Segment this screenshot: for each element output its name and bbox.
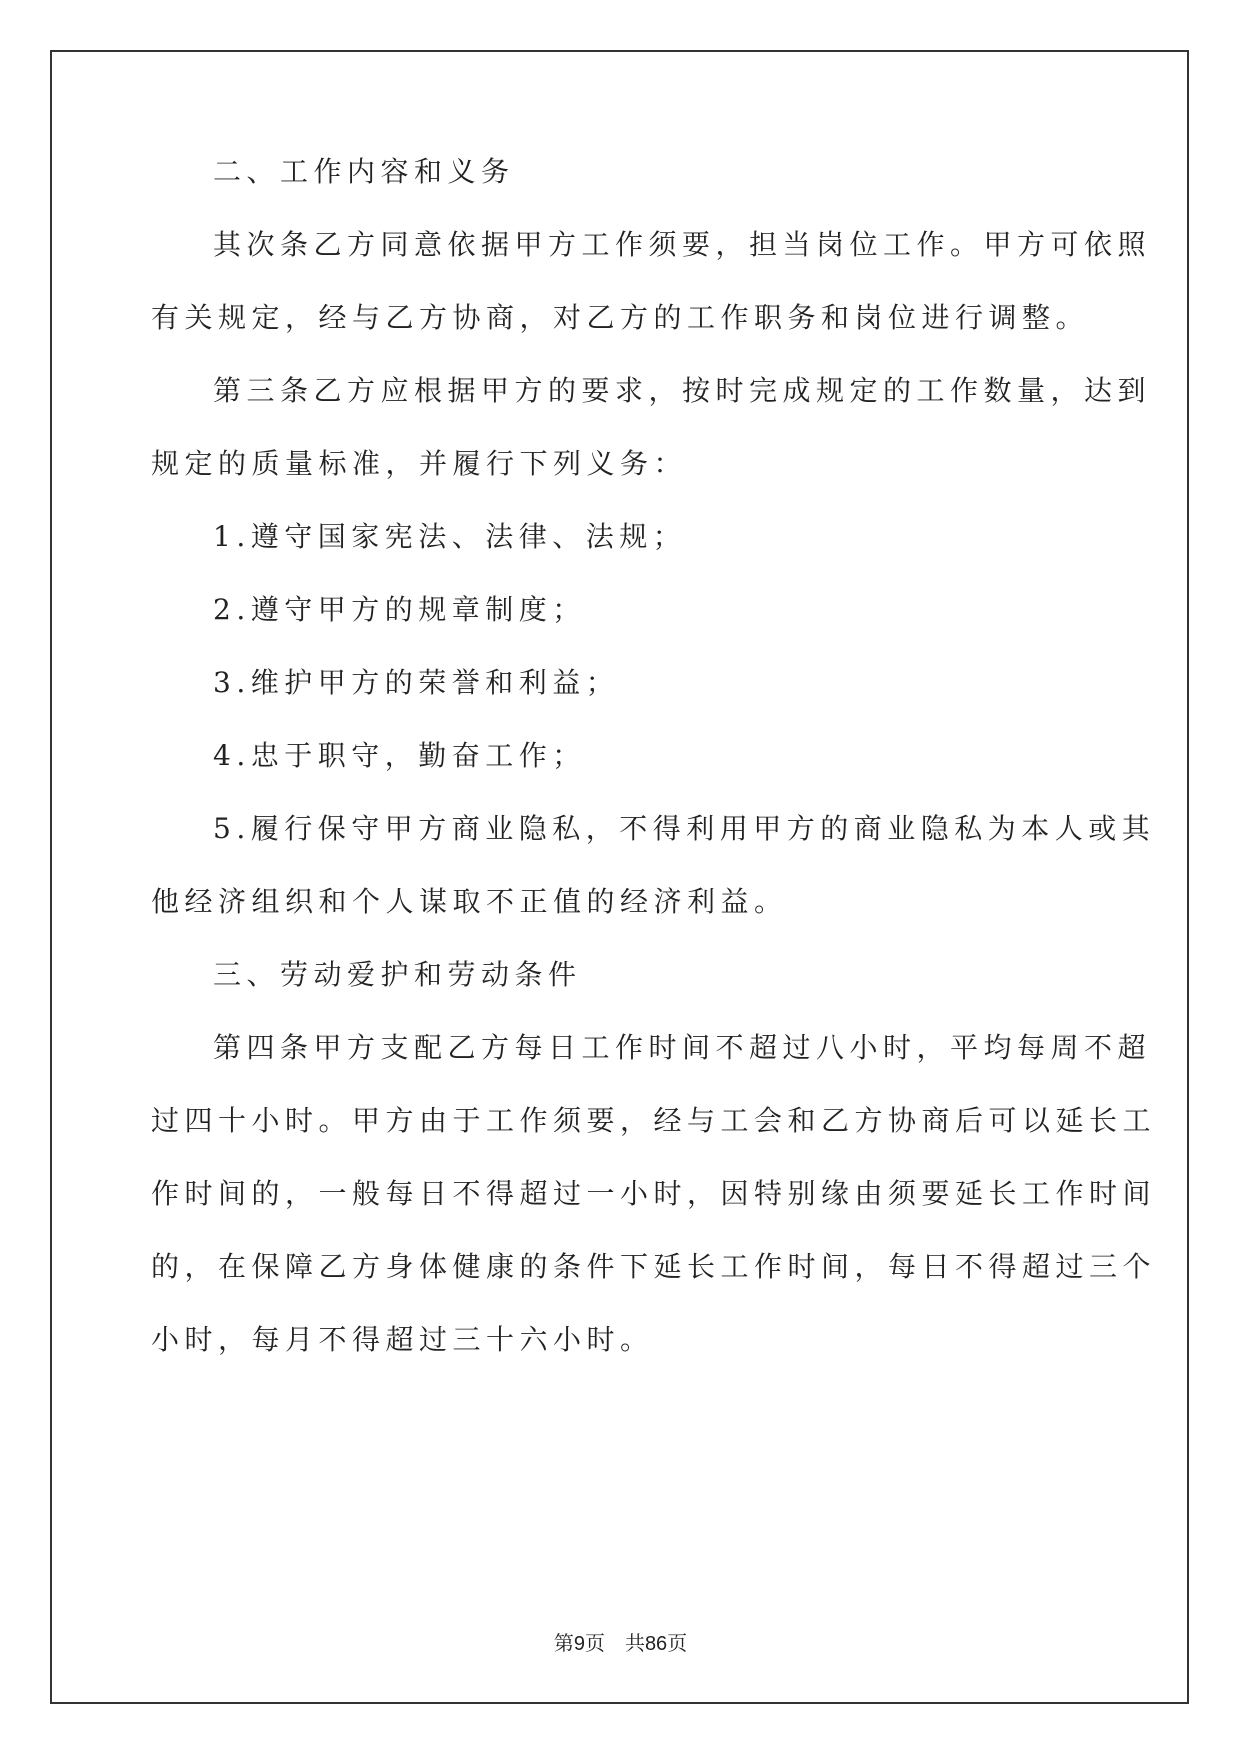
section-heading-2: 二、工作内容和义务 [213, 155, 515, 188]
total-prefix: 共 [624, 1633, 645, 1655]
page-number: 9 [573, 1633, 585, 1655]
list-item: 5.履行保守甲方商业隐私，不得利用甲方的商业隐私为本人或其 [213, 812, 1156, 845]
paragraph-line: 过四十小时。甲方由于工作须要，经与工会和乙方协商后可以延长工 [151, 1104, 1157, 1137]
page-suffix: 页 [584, 1633, 605, 1655]
paragraph-line: 作时间的，一般每日不得超过一小时，因特别缘由须要延长工作时间 [151, 1177, 1157, 1210]
list-item: 4.忠于职守，勤奋工作； [213, 739, 586, 772]
list-item: 3.维护甲方的荣誉和利益； [213, 666, 620, 699]
paragraph-line: 的，在保障乙方身体健康的条件下延长工作时间，每日不得超过三个 [151, 1250, 1157, 1283]
section-heading-3: 三、劳动爱护和劳动条件 [213, 958, 582, 991]
paragraph-line: 第三条乙方应根据甲方的要求，按时完成规定的工作数量，达到 [213, 374, 1152, 407]
paragraph-line: 小时，每月不得超过三十六小时。 [151, 1323, 654, 1356]
paragraph-line: 有关规定，经与乙方协商，对乙方的工作职务和岗位进行调整。 [151, 301, 1090, 334]
total-suffix: 页 [667, 1633, 688, 1655]
list-item: 2.遵守甲方的规章制度； [213, 593, 586, 626]
total-pages: 86 [644, 1633, 668, 1655]
page-prefix: 第 [553, 1633, 574, 1655]
paragraph-line: 他经济组织和个人谋取不正值的经济利益。 [151, 885, 788, 918]
paragraph-line: 第四条甲方支配乙方每日工作时间不超过八小时，平均每周不超 [213, 1031, 1152, 1064]
list-item: 1.遵守国家宪法、法律、法规； [213, 520, 687, 553]
page-footer [0, 1630, 1241, 1658]
paragraph-line: 其次条乙方同意依据甲方工作须要，担当岗位工作。甲方可依照 [213, 228, 1152, 261]
paragraph-line: 规定的质量标准，并履行下列义务： [151, 447, 688, 480]
